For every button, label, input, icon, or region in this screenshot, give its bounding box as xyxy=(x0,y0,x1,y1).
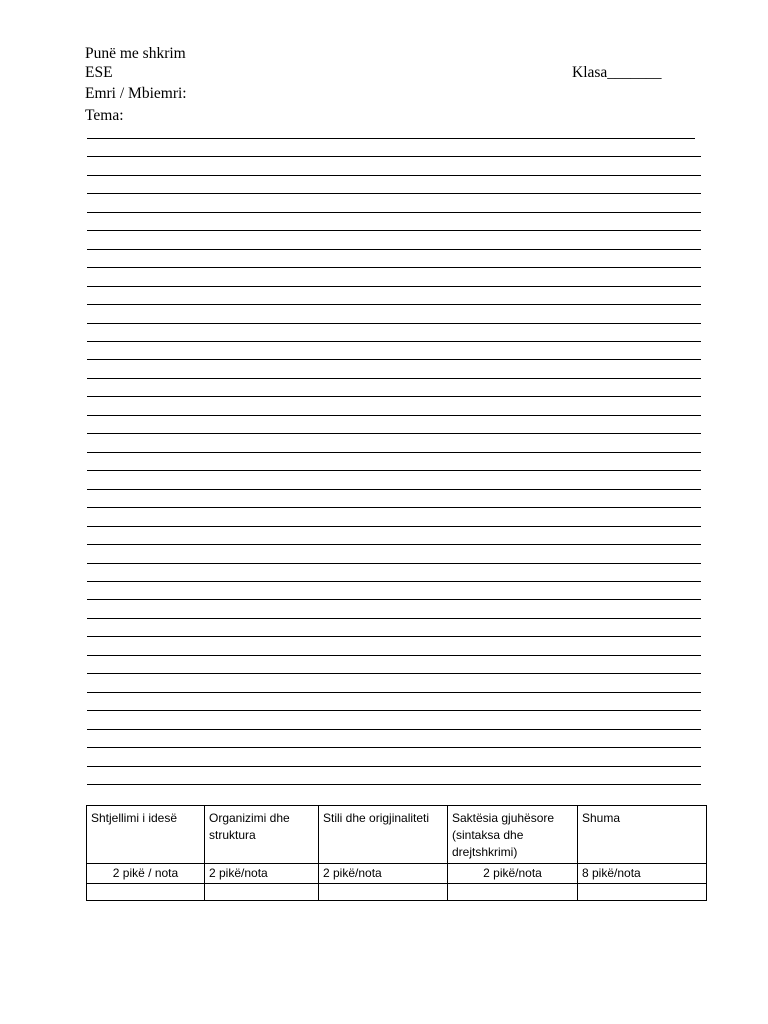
writing-line[interactable] xyxy=(87,249,701,250)
assignment-genre: ESE xyxy=(85,64,113,81)
name-field: Emri / Mbiemri: xyxy=(85,85,187,102)
writing-line[interactable] xyxy=(87,378,701,379)
criterion-ideas: Shtjellimi i idesë xyxy=(87,806,205,864)
points-total: 8 pikë/nota xyxy=(578,864,707,884)
writing-line[interactable] xyxy=(87,563,701,564)
points-organization: 2 pikë/nota xyxy=(205,864,319,884)
writing-line[interactable] xyxy=(87,341,701,342)
writing-line[interactable] xyxy=(87,747,701,748)
writing-line[interactable] xyxy=(87,433,701,434)
writing-line[interactable] xyxy=(87,267,701,268)
writing-line[interactable] xyxy=(87,230,701,231)
score-cell-language[interactable] xyxy=(448,884,578,901)
writing-line[interactable] xyxy=(87,507,701,508)
grading-table-points-row xyxy=(87,864,707,884)
topic-field: Tema: xyxy=(85,107,124,124)
writing-line[interactable] xyxy=(87,323,701,324)
writing-line[interactable] xyxy=(87,673,701,674)
writing-line[interactable] xyxy=(87,470,701,471)
writing-line[interactable] xyxy=(87,581,701,582)
writing-line[interactable] xyxy=(87,359,701,360)
writing-line[interactable] xyxy=(87,489,701,490)
score-cell-style[interactable] xyxy=(319,884,448,901)
writing-line[interactable] xyxy=(87,286,701,287)
writing-line[interactable] xyxy=(87,599,701,600)
writing-line[interactable] xyxy=(87,452,701,453)
writing-line[interactable] xyxy=(87,636,701,637)
writing-line[interactable] xyxy=(87,618,701,619)
writing-line[interactable] xyxy=(87,729,701,730)
grading-table xyxy=(86,805,707,901)
writing-line[interactable] xyxy=(87,212,701,213)
writing-line[interactable] xyxy=(87,175,701,176)
writing-line[interactable] xyxy=(87,526,701,527)
writing-line[interactable] xyxy=(87,784,701,785)
score-cell-organization[interactable] xyxy=(205,884,319,901)
class-field: Klasa_______ xyxy=(572,64,662,81)
writing-line[interactable] xyxy=(87,304,701,305)
writing-line[interactable] xyxy=(87,655,701,656)
writing-line[interactable] xyxy=(87,544,701,545)
writing-line[interactable] xyxy=(87,156,701,157)
criterion-total: Shuma xyxy=(578,806,707,864)
points-ideas: 2 pikë / nota xyxy=(87,864,205,884)
score-cell-total[interactable] xyxy=(578,884,707,901)
writing-line[interactable] xyxy=(87,396,701,397)
writing-line[interactable] xyxy=(87,766,701,767)
assignment-type: Punë me shkrim xyxy=(85,45,186,62)
criterion-organization: Organizimi dhe struktura xyxy=(205,806,319,864)
writing-line[interactable] xyxy=(87,710,701,711)
writing-line[interactable] xyxy=(87,193,701,194)
writing-line[interactable] xyxy=(87,415,701,416)
score-cell-ideas[interactable] xyxy=(87,884,205,901)
points-language: 2 pikë/nota xyxy=(448,864,578,884)
writing-line[interactable] xyxy=(87,138,695,139)
writing-line[interactable] xyxy=(87,692,701,693)
criterion-style: Stili dhe origjinaliteti xyxy=(319,806,448,864)
criterion-language: Saktësia gjuhësore (sintaksa dhe drejtshkrimi) xyxy=(448,806,578,864)
points-style: 2 pikë/nota xyxy=(319,864,448,884)
grading-table-header-row xyxy=(87,806,707,864)
grading-table-score-row xyxy=(87,884,707,901)
